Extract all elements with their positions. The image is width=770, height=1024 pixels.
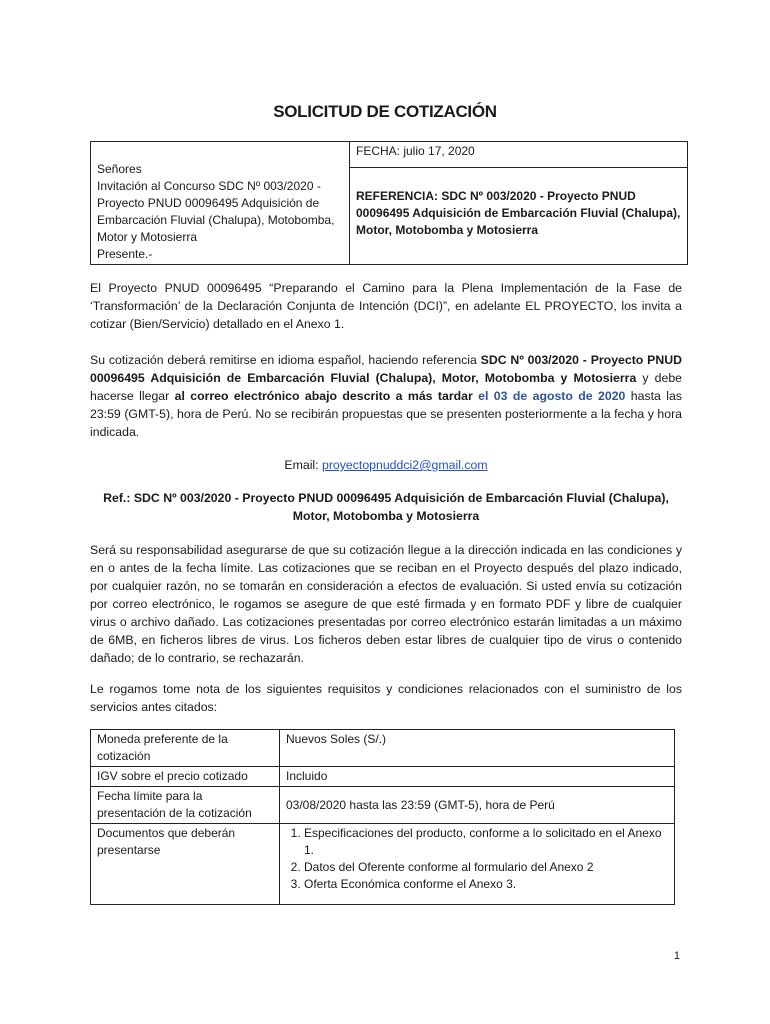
table-row — [91, 824, 675, 905]
header-table — [90, 141, 688, 265]
page-number: 1 — [673, 950, 680, 962]
requirement-value: Nuevos Soles (S/.) — [280, 730, 675, 767]
requirement-value: 03/08/2020 hasta las 23:59 (GMT-5), hora de Perú — [280, 787, 675, 824]
list-item: 2. Datos del Oferente conforme al formulario del Anexo 2 — [304, 859, 668, 876]
requirements-table — [90, 729, 675, 905]
submission-text-3: hasta las 23:59 (GMT-5), hora de Perú. No se recibirán propuestas que se presenten posteriormente a la fecha y hora indicada. — [90, 389, 682, 439]
reference-line: Ref.: SDC Nº 003/2020 - Proyecto PNUD 00096495 Adquisición de Embarcación Fluvial (Chalupa), Motor, Motobomba y Motosierra — [103, 491, 669, 523]
referencia-text: REFERENCIA: SDC Nº 003/2020 - Proyecto PNUD 00096495 Adquisición de Embarcación Fluvial (Chalupa), Motor, Motobomba y Motosierra — [356, 189, 681, 238]
recipient-cell — [91, 142, 350, 265]
requirement-label: Fecha límite para la presentación de la cotización — [91, 787, 280, 824]
email-line — [90, 456, 682, 474]
recipient-invitation: Invitación al Concurso SDC Nº 003/2020 - Proyecto PNUD 00096495 Adquisición de Embarcación Fluvial (Chalupa), Motobomba, Motor y Motosierra — [97, 179, 335, 244]
submission-reference: SDC Nº 003/2020 - Proyecto PNUD 00096495 Adquisición de Embarcación Fluvial (Chalupa), Motor, Motobomba y Motosierra — [90, 353, 682, 385]
table-row — [91, 787, 675, 824]
fecha-cell: FECHA: julio 17, 2020 — [350, 142, 688, 168]
intro-paragraph: El Proyecto PNUD 00096495 “Preparando el Camino para la Plena Implementación de la Fase de ‘Transformación’ de la Declaración Conjunta de Intención (DCI)”, en adelante EL PROYECTO, los invita a cotizar (Bien/Servicio) detallado en el Anexo 1. — [90, 281, 682, 331]
documents-list-cell — [280, 824, 675, 905]
table-row — [91, 767, 675, 787]
requirement-label: IGV sobre el precio cotizado — [91, 767, 280, 787]
list-item: 1. Especificaciones del producto, conforme a lo solicitado en el Anexo 1. — [304, 825, 668, 859]
requirements-intro: Le rogamos tome nota de los siguientes requisitos y condiciones relacionados con el suministro de los servicios antes citados: — [90, 682, 682, 714]
requirement-value: Incluido — [280, 767, 675, 787]
submission-paragraph — [90, 351, 682, 441]
requirement-label: Documentos que deberán presentarse — [91, 824, 280, 905]
recipient-salutation: Señores — [97, 162, 142, 176]
table-row — [91, 730, 675, 767]
email-link[interactable]: proyectopnuddci2@gmail.com — [322, 458, 488, 472]
submission-email-instruction: al correo electrónico abajo descrito a más tardar — [174, 389, 473, 403]
list-item: 3. Oferta Económica conforme el Anexo 3. — [304, 876, 668, 893]
email-label: Email: — [284, 458, 322, 472]
submission-deadline-date: el 03 de agosto de 2020 — [472, 389, 626, 403]
submission-text-2: y debe hacerse llegar — [90, 371, 682, 403]
recipient-closing: Presente.- — [97, 247, 153, 261]
referencia-cell — [350, 168, 688, 265]
submission-text-1: Su cotización deberá remitirse en idioma español, haciendo referencia — [90, 353, 481, 367]
document-title: SOLICITUD DE COTIZACIÓN — [273, 102, 497, 121]
responsibility-paragraph: Será su responsabilidad asegurarse de que su cotización llegue a la dirección indicada en las condiciones y en o antes de la fecha límite. Las cotizaciones que se reciban en el Proyecto después del plazo indicado, por cualquier razón, no se tomarán en consideración a efectos de evaluación. Si usted envía su cotización por correo electrónico, le rogamos se asegure de que esté firmada y en formato PDF y libre de cualquier virus o archivo dañado. Las cotizaciones presentadas por correo electrónico estarán limitadas a un máximo de 6MB, en ficheros libres de virus. Los ficheros deben estar libres de cualquier tipo de virus o contenido dañado; de lo contrario, se rechazarán. — [90, 543, 682, 665]
documents-list — [286, 825, 668, 893]
requirement-label: Moneda preferente de la cotización — [91, 730, 280, 767]
